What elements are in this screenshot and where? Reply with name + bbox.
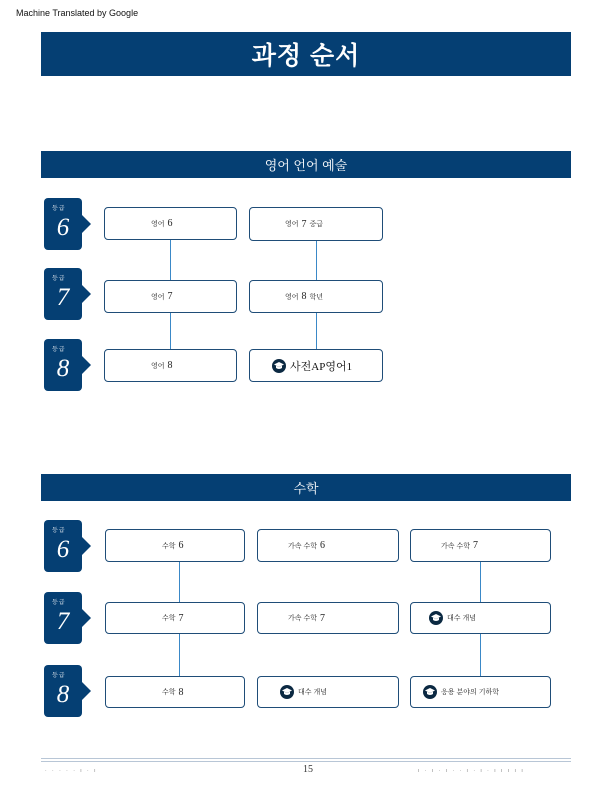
grade-label: 등급 xyxy=(52,276,66,282)
math-connector xyxy=(179,562,180,602)
course-english-8 xyxy=(104,349,237,382)
grade-number: 7 xyxy=(56,608,70,635)
course-number: 8 xyxy=(178,686,184,698)
course-number: 7 xyxy=(301,218,307,230)
course-number: 7 xyxy=(178,612,184,624)
course-label: 영어 xyxy=(285,221,299,228)
course-label: 영어 xyxy=(151,293,165,301)
grade-label: 등급 xyxy=(52,206,66,212)
page-number: 15 xyxy=(303,764,313,775)
course-label: 대수 개념 xyxy=(298,689,327,696)
footer-left-text: · · · · · ı · ı xyxy=(45,768,98,774)
course-label: 영어 xyxy=(151,362,165,370)
math-heading-text: 수학 xyxy=(293,481,319,496)
course-english-6 xyxy=(104,207,237,240)
course-english-7-intermediate xyxy=(249,207,383,241)
course-accelerated-math-6 xyxy=(257,529,399,562)
math-grade-7-tab xyxy=(44,592,82,644)
grade-number: 6 xyxy=(56,536,70,563)
page-title-text: 과정 순서 xyxy=(251,42,361,70)
math-connector xyxy=(480,634,481,676)
graduation-cap-icon xyxy=(280,685,294,699)
course-number: 7 xyxy=(320,612,325,624)
grade-number: 8 xyxy=(56,681,70,708)
course-math-6 xyxy=(105,529,245,562)
grade-label: 등급 xyxy=(52,600,66,606)
math-connector xyxy=(179,634,180,676)
machine-translation-note: Machine Translated by Google xyxy=(16,8,139,18)
course-suffix: 중급 xyxy=(309,221,324,228)
course-number: 6 xyxy=(320,540,325,551)
grade-label: 등급 xyxy=(52,347,66,353)
grade-number: 6 xyxy=(56,214,70,241)
english-section-heading xyxy=(41,151,571,178)
course-accelerated-math-7-upper xyxy=(410,529,551,562)
english-connector xyxy=(170,313,171,349)
course-label: 수학 xyxy=(162,615,176,622)
course-math-7 xyxy=(105,602,245,634)
english-grade-8-tab xyxy=(44,339,82,391)
course-number: 7 xyxy=(167,291,173,302)
grade-number: 8 xyxy=(56,355,70,382)
english-connector xyxy=(170,240,171,281)
english-grade-7-tab xyxy=(44,268,82,320)
grade-number: 7 xyxy=(56,284,70,311)
graduation-cap-icon xyxy=(429,611,443,625)
footer-right-text: ı · ı · ı · · ı · ı · ı ı ı ı ı xyxy=(418,768,525,774)
course-label: 응용 분야의 기하학 xyxy=(441,689,499,696)
course-applied-geometry xyxy=(410,676,551,708)
math-section-heading xyxy=(41,474,571,501)
grade-label: 등급 xyxy=(52,528,66,534)
grade-label: 등급 xyxy=(52,673,66,679)
course-algebra-concepts-grade7 xyxy=(410,602,551,634)
course-pre-ap-english-1 xyxy=(249,349,383,382)
footer-divider xyxy=(41,758,571,759)
course-number: 8 xyxy=(167,360,173,371)
course-number: 6 xyxy=(178,540,184,551)
course-label: 수학 xyxy=(162,689,176,696)
course-suffix: 학년 xyxy=(309,293,324,301)
page-title xyxy=(41,32,571,76)
course-algebra-concepts-grade8 xyxy=(257,676,399,708)
course-label: 사전AP영어1 xyxy=(290,360,353,373)
course-label: 가속 수학 xyxy=(288,542,317,550)
math-connector xyxy=(480,562,481,602)
graduation-cap-icon xyxy=(423,685,437,699)
course-english-7 xyxy=(104,280,237,313)
course-label: 가속 수학 xyxy=(441,542,470,550)
course-math-8 xyxy=(105,676,245,708)
course-number: 6 xyxy=(167,218,173,229)
footer-divider xyxy=(41,761,571,762)
course-label: 대수 개념 xyxy=(447,615,476,622)
course-accelerated-math-7 xyxy=(257,602,399,634)
course-number: 8 xyxy=(301,291,307,302)
english-connector xyxy=(316,313,317,349)
graduation-cap-icon xyxy=(272,359,286,373)
course-label: 영어 xyxy=(151,220,165,228)
course-label: 가속 수학 xyxy=(288,615,317,622)
english-heading-text: 영어 언어 예술 xyxy=(264,158,348,173)
course-label: 수학 xyxy=(162,542,176,550)
math-grade-8-tab xyxy=(44,665,82,717)
course-number: 7 xyxy=(473,540,478,551)
math-grade-6-tab xyxy=(44,520,82,572)
course-english-8-grade xyxy=(249,280,383,313)
english-connector xyxy=(316,240,317,281)
english-grade-6-tab xyxy=(44,198,82,250)
course-label: 영어 xyxy=(285,293,299,301)
